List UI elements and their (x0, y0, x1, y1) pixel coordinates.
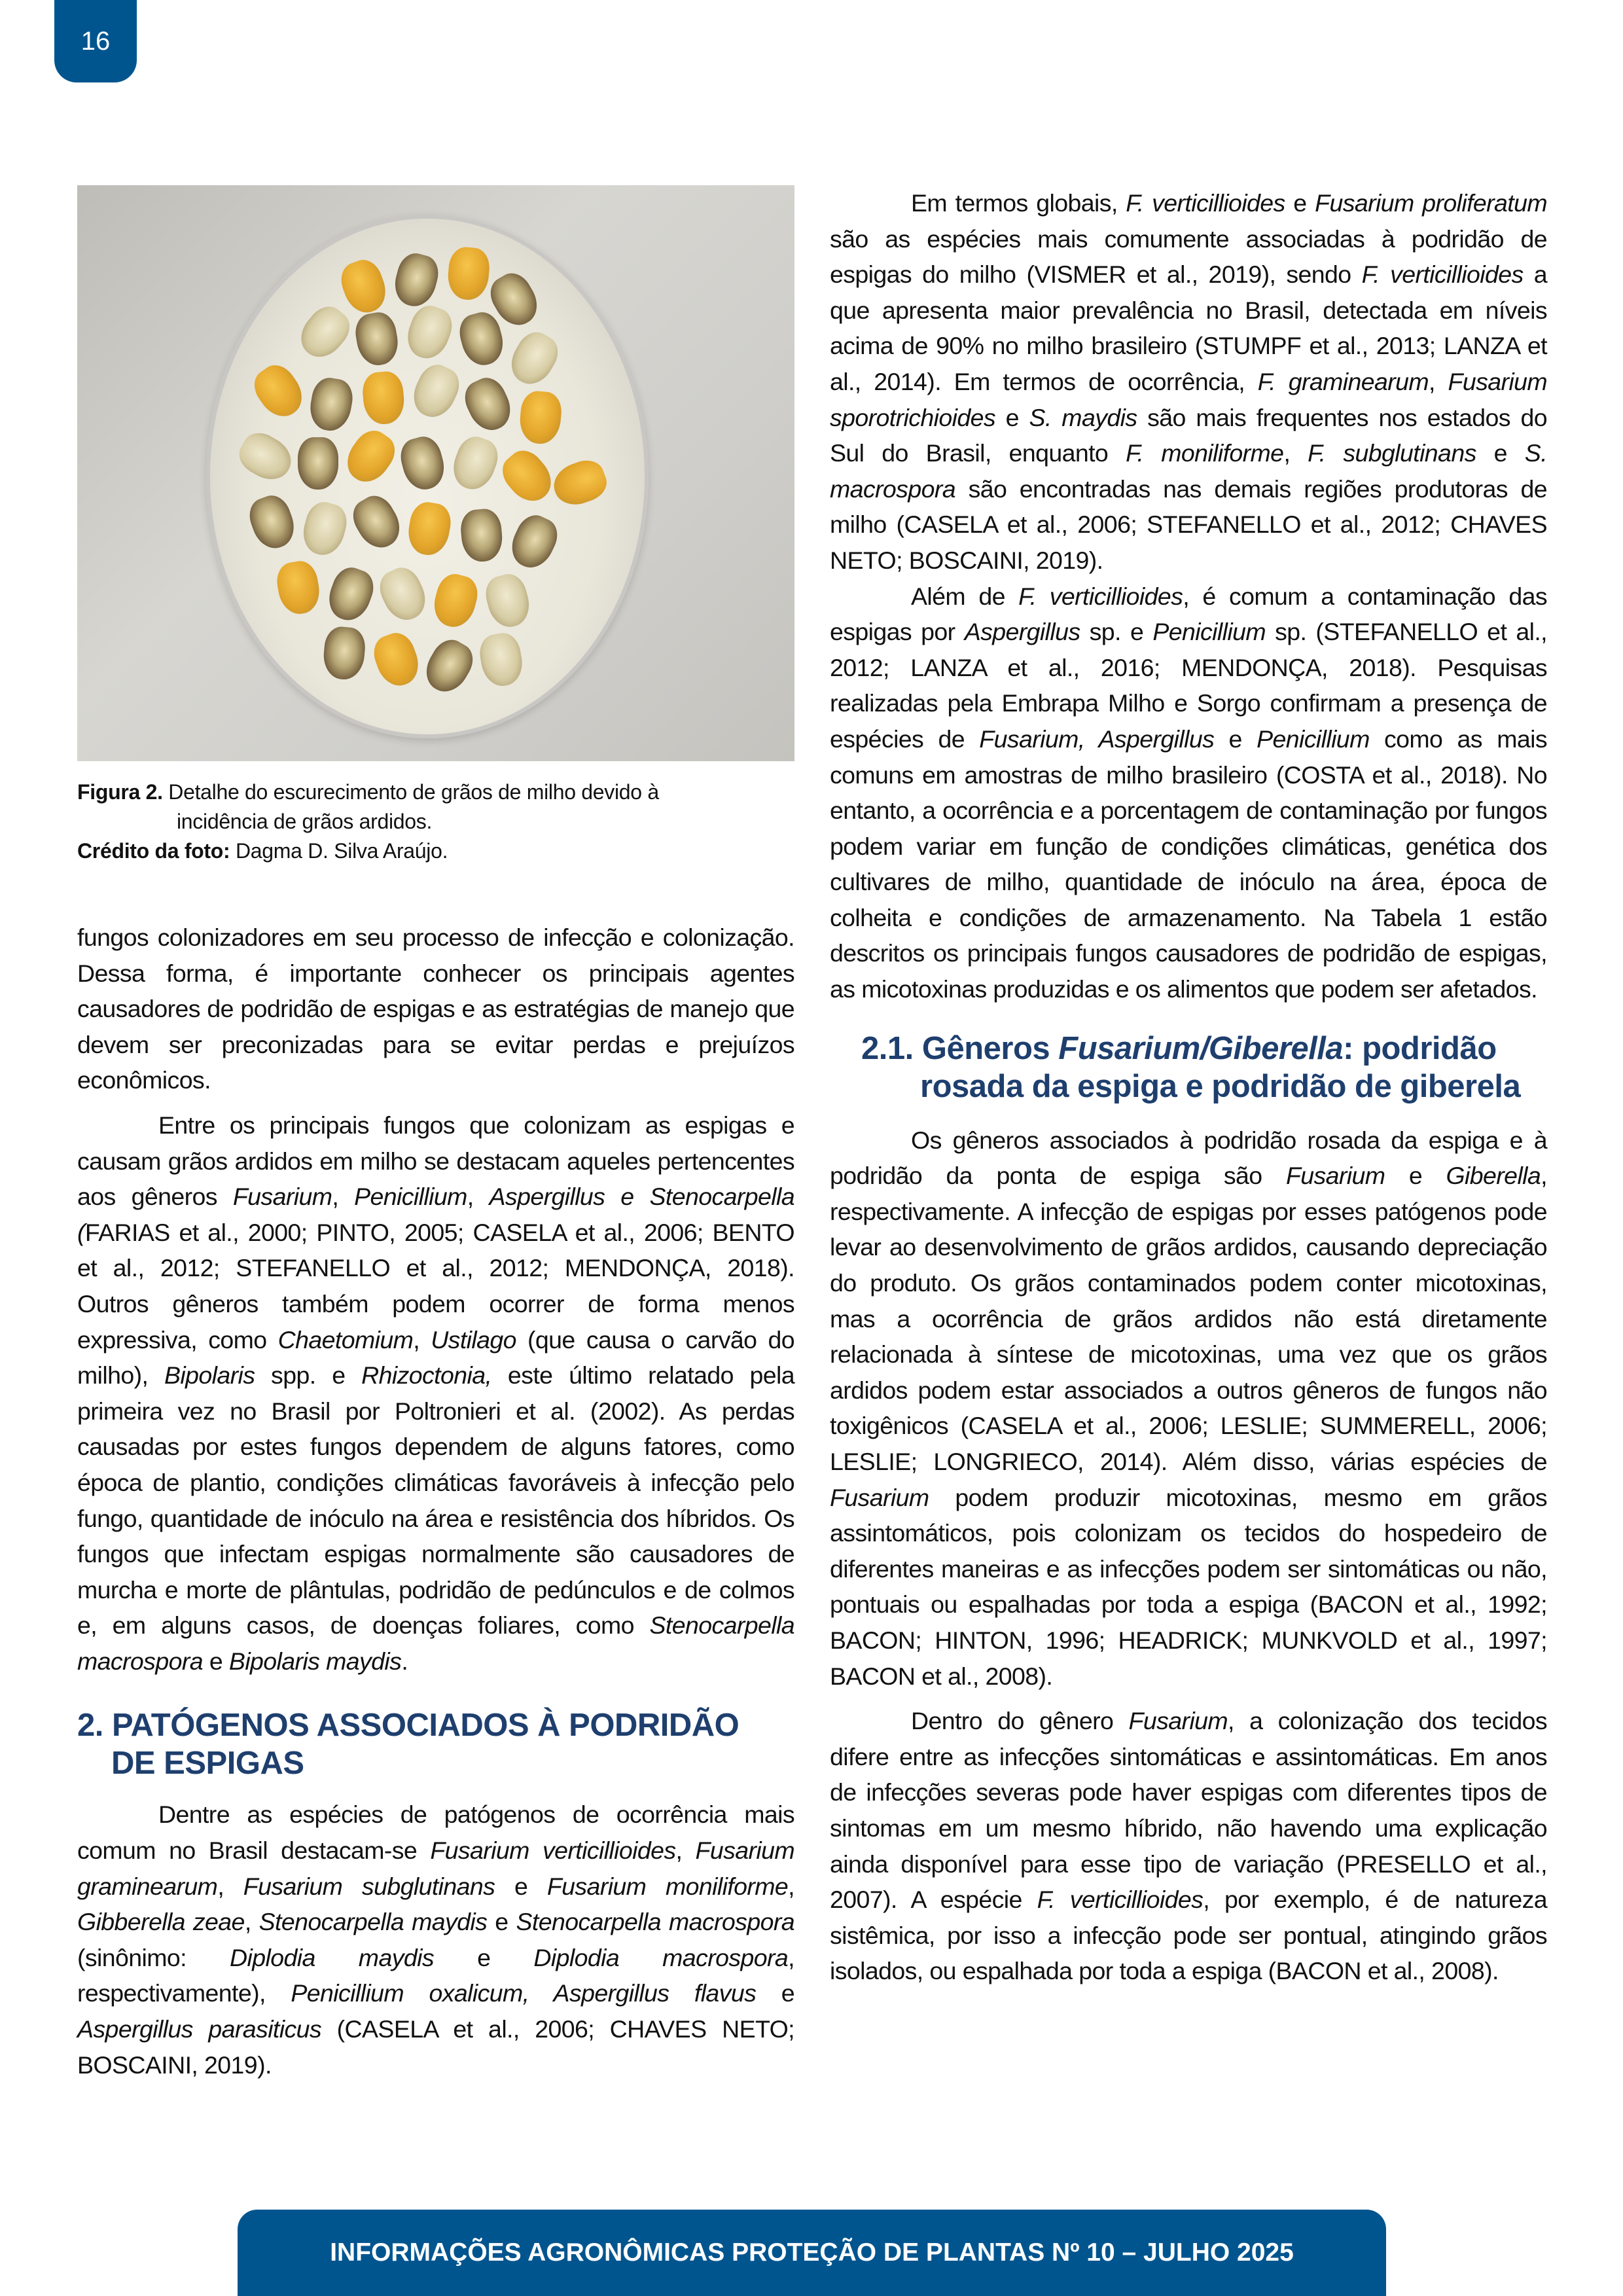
page-number: 16 (80, 26, 111, 56)
corn-kernel (455, 308, 508, 369)
text: Dentre as espécies de patógenos de ocorrência mais comum no Brasil destacam-se (77, 1801, 794, 1865)
figure-label: Figura 2. (77, 780, 163, 804)
text: , (413, 1325, 431, 1354)
corn-kernel (274, 558, 323, 617)
species-name: Stenocarpella macrospora (77, 1611, 794, 1675)
species-name: Penicillium (354, 1183, 467, 1211)
corn-kernel (244, 491, 300, 554)
species-name: Fusarium (1285, 1162, 1385, 1190)
photo-credit (77, 836, 794, 866)
heading-text: : podridão (1343, 1030, 1497, 1066)
corn-kernel (518, 389, 563, 445)
heading-line-1: 2. PATÓGENOS ASSOCIADOS À PODRIDÃO (77, 1708, 740, 1744)
section-2-1-heading (830, 1030, 1547, 1105)
footer-publication-title: INFORMAÇÕES AGRONÔMICAS PROTEÇÃO DE PLANTAS Nº 10 – JULHO 2025 (330, 2238, 1294, 2267)
text: , (1283, 439, 1308, 467)
species-name: Ustilago (431, 1325, 516, 1354)
text: e (1476, 439, 1525, 467)
corn-kernel (390, 249, 443, 310)
species-name: Giberella (1446, 1162, 1541, 1190)
figure-photo (77, 185, 794, 761)
species-name: Fusarium proliferatum (1315, 189, 1547, 217)
text: , por exemplo, é de natureza sistêmica, por isso a infecção pode ser pontual, atingindo grãos isolados, ou espalhada por toda a espiga (BACON et al., 2008). (830, 1886, 1547, 1985)
paragraph-pathogens (77, 1797, 794, 2083)
paragraph-contamination (830, 579, 1547, 1007)
corn-kernel (361, 370, 406, 425)
species-name: Chaetomium (277, 1325, 414, 1354)
text: , respectivamente), (77, 1943, 794, 2007)
paragraph-global-species (830, 185, 1547, 579)
corn-kernel (247, 358, 311, 424)
corn-kernel (298, 437, 338, 490)
corn-kernel (446, 245, 491, 301)
text: (sinônimo: (77, 1943, 230, 1971)
petri-dish (206, 215, 649, 738)
text: , (244, 1908, 259, 1936)
paragraph-colonization (830, 1703, 1547, 1989)
species-name: Diplodia maydis (230, 1943, 434, 1971)
corn-kernel (233, 426, 298, 488)
corn-kernel (307, 375, 356, 434)
species-name: F. verticillioides (1126, 189, 1285, 217)
species-name: F. subglutinans (1308, 439, 1476, 467)
corn-kernel (482, 570, 535, 631)
corn-kernel (323, 563, 379, 626)
text: e (756, 1979, 794, 2007)
text: podem produzir micotoxinas, mesmo em grãos assintomáticos, pois colonizam os tecidos do hospedeiro de diferentes maneiras e as infecções podem ser sintomáticas ou não, pontuais ou espalhadas por toda a espiga (BACON et al., 1992; BACON; HINTON, 1996; HEADRICK; MUNKVOLD et al., 1997; BACON et al., 2008). (830, 1483, 1547, 1690)
caption-line-1 (77, 778, 794, 807)
corn-kernel (477, 630, 526, 689)
species-name: F. verticillioides (1018, 582, 1183, 610)
text: FARIAS et al., 2000; PINTO, 2005; CASELA et al., 2006; BENTO et al., 2012; STEFANELLO et al., 2012; MENDONÇA, 2018). Outros gêneros também podem ocorrer de forma menos expressiva, como (77, 1218, 794, 1354)
species-name: Fusarium verticillioides (430, 1837, 676, 1865)
species-name: Penicillium oxalicum, Aspergillus flavus (291, 1979, 757, 2007)
section-2-heading (77, 1706, 794, 1782)
species-name: F. verticillioides (1361, 260, 1524, 289)
caption-text-1: Detalhe do escurecimento de grãos de milho devido à (168, 780, 659, 804)
species-name: Fusarium graminearum (77, 1837, 795, 1900)
species-name: Fusarium subglutinans (243, 1872, 495, 1900)
species-name: S. maydis (1029, 403, 1137, 431)
species-name: F. verticillioides (1037, 1886, 1204, 1914)
corn-kernel (495, 443, 560, 509)
figure-caption (77, 778, 794, 866)
corn-kernel (298, 498, 351, 559)
corn-kernel (346, 490, 408, 555)
species-name: Penicillium (1152, 618, 1266, 646)
species-name: Fusarium (232, 1183, 332, 1211)
species-name: F. graminearum (1257, 367, 1429, 395)
corn-kernel (339, 423, 402, 490)
text: como as mais comuns em amostras de milho brasileiro (COSTA et al., 2018). No entanto, a ocorrência e a porcentagem de contaminação por fungos podem variar em função de condições climáticas, genética dos cultivares de milho, quantidade de inóculo na área, época de colheita e condições de armazenamento. Na Tabela 1 estão descritos os principais fungos causadores de podridão de espigas, as micotoxinas produzidas e os alimentos que podem ser afetados. (830, 725, 1547, 1003)
credit-label: Crédito da foto: (77, 839, 230, 863)
text: e (1214, 725, 1257, 753)
page-number-tab (54, 0, 137, 82)
heading-text: 2.1. Gêneros (861, 1030, 1059, 1066)
corn-kernel (374, 562, 433, 627)
paragraph-fusarium-giberella (830, 1122, 1547, 1695)
text: sp. (STEFANELLO et al., 2012; LANZA et al., 2016; MENDONÇA, 2018). Pesquisas realizadas pela Embrapa Milho e Sorgo confirmam a presença de espécies de (830, 618, 1547, 753)
footer-banner (238, 2210, 1386, 2296)
text: e (487, 1908, 516, 1936)
corn-kernel (322, 625, 367, 681)
text: (CASELA et al., 2006; CHAVES NETO; BOSCAINI, 2019). (77, 2015, 794, 2079)
text: , respectivamente. A infecção de espigas por esses patógenos pode levar ao desenvolvimento de grãos ardidos, causando depreciação do produto. Os grãos contaminados podem conter micotoxinas, mas a ocorrência de grãos ardidos não está diretamente relacionada à síntese de micotoxinas, uma vez que os grãos ardidos podem estar associados a outros gêneros de fungos não toxigênicos (CASELA et al., 2006; LESLIE; SUMMERELL, 2006; LESLIE; LONGRIECO, 2014). Além disso, várias espécies de (830, 1162, 1547, 1475)
text: , a colonização dos tecidos difere entre as infecções sintomáticas e assintomáticas. Em anos de infecções severas pode haver espigas com diferentes tipos de sintomas em um mesmo híbrido, não havendo uma explicação ainda disponível para esse tipo de variação (PRESELLO et al., 2007). A espécie (830, 1707, 1548, 1914)
corn-kernel (397, 433, 450, 493)
text: e (1285, 189, 1315, 217)
text: (que causa o carvão do milho), (77, 1325, 795, 1390)
text: , (675, 1837, 696, 1865)
species-name: Bipolaris (164, 1361, 255, 1390)
text: Dentro do gênero (911, 1707, 1129, 1735)
heading-genus: Fusarium/Giberella (1058, 1030, 1344, 1066)
corn-kernel (505, 510, 563, 575)
text: e (203, 1647, 229, 1675)
species-name: Fusarium, Aspergillus (979, 725, 1215, 753)
species-name: Fusarium moniliforme (546, 1872, 789, 1900)
corn-kernel (336, 255, 392, 318)
corn-kernel (503, 326, 565, 391)
text: e (1385, 1162, 1446, 1190)
species-name: S. macrospora (830, 439, 1548, 503)
text: a que apresenta maior prevalência no Brasil, detectada em níveis acima de 90% no milho brasileiro (STUMPF et al., 2013; LANZA et al., 2014). Em termos de ocorrência, (830, 260, 1547, 395)
text: . (401, 1647, 408, 1675)
corn-kernel (405, 499, 454, 558)
text: Entre os principais fungos que colonizam as espigas e causam grãos ardidos em milho se destacam aqueles pertencentes aos gêneros (77, 1111, 794, 1211)
species-name: F. moniliforme (1126, 439, 1284, 467)
paragraph-continuation: fungos colonizadores em seu processo de infecção e colonização. Dessa forma, é importante conhecer os principais agentes causadores de podridão de espigas e as estratégias de manejo que devem ser preconizadas para se evitar perdas e prejuízos econômicos. (77, 924, 794, 1094)
corn-kernel (406, 359, 465, 424)
text: são mais frequentes nos estados do Sul do Brasil, enquanto (830, 403, 1548, 467)
species-name: Gibberella zeae (77, 1908, 245, 1936)
species-name: Fusarium sporotrichioides (830, 367, 1547, 431)
text: sp. e (1080, 618, 1153, 646)
species-name: Stenocarpella maydis (259, 1908, 488, 1936)
text: e (995, 403, 1029, 431)
corn-kernel (548, 455, 611, 511)
text: , (467, 1183, 490, 1211)
corn-kernel (401, 301, 457, 364)
right-column (830, 185, 1547, 1989)
text: são encontradas nas demais regiões produtoras de milho (CASELA et al., 2006; STEFANELLO et al., 2012; CHAVES NETO; BOSCAINI, 2019). (830, 475, 1547, 574)
text: , (1429, 367, 1448, 395)
corn-kernel (459, 372, 518, 437)
text: , (332, 1183, 355, 1211)
text: , (217, 1872, 243, 1900)
caption-text-2: incidência de grãos ardidos. (177, 810, 433, 833)
left-column (77, 920, 794, 2083)
species-name: Bipolaris maydis (228, 1647, 402, 1675)
corn-kernel (429, 570, 482, 631)
corn-kernel (293, 299, 357, 365)
corn-kernel (447, 432, 503, 495)
corn-kernel (418, 634, 480, 699)
species-name: Fusarium (1128, 1707, 1228, 1735)
paragraph-main-fungi (77, 1107, 794, 1679)
corn-kernel (459, 507, 505, 563)
species-name: Fusarium (830, 1483, 929, 1511)
species-name: Rhizoctonia, (361, 1361, 492, 1390)
species-name: Stenocarpella macrospora (516, 1908, 794, 1936)
corn-kernel (368, 628, 425, 691)
heading-line-2: rosada da espiga e podridão de giberela (920, 1068, 1521, 1104)
text: este último relatado pela primeira vez no Brasil por Poltronieri et al. (2002). As perdas causadas por estes fungos dependem de alguns fatores, como época de plantio, condições climáticas favoráveis à infecção pelo fungo, quantidade de inóculo na área e resistência dos híbridos. Os fungos que infectam espigas normalmente são causadores de murcha e morte de plântulas, podridão de pedúnculos e de colmos e, em alguns casos, de doenças foliares, como (77, 1361, 795, 1640)
text: e (434, 1943, 534, 1971)
text: , (788, 1872, 794, 1900)
text: Além de (911, 582, 1019, 610)
text: , é comum a contaminação das espigas por (830, 582, 1547, 646)
text: Em termos globais, (911, 189, 1126, 217)
text: spp. e (255, 1361, 362, 1390)
text: são as espécies mais comumente associadas à podridão de espigas do milho (VISMER et al., 2019), sendo (830, 224, 1547, 289)
text: Os gêneros associados à podridão rosada da espiga e à podridão da ponta de espiga são (830, 1126, 1547, 1190)
species-name: Diplodia macrospora (533, 1943, 789, 1971)
species-name: Aspergillus (964, 618, 1080, 646)
species-name: Aspergillus parasiticus (77, 2015, 322, 2043)
corn-kernel (353, 310, 402, 368)
credit-value: Dagma D. Silva Araújo. (235, 839, 448, 863)
text: e (495, 1872, 547, 1900)
species-name: Aspergillus e Stenocarpella ( (77, 1183, 794, 1246)
species-name: Penicillium (1257, 725, 1370, 753)
heading-line-2: DE ESPIGAS (111, 1746, 304, 1782)
